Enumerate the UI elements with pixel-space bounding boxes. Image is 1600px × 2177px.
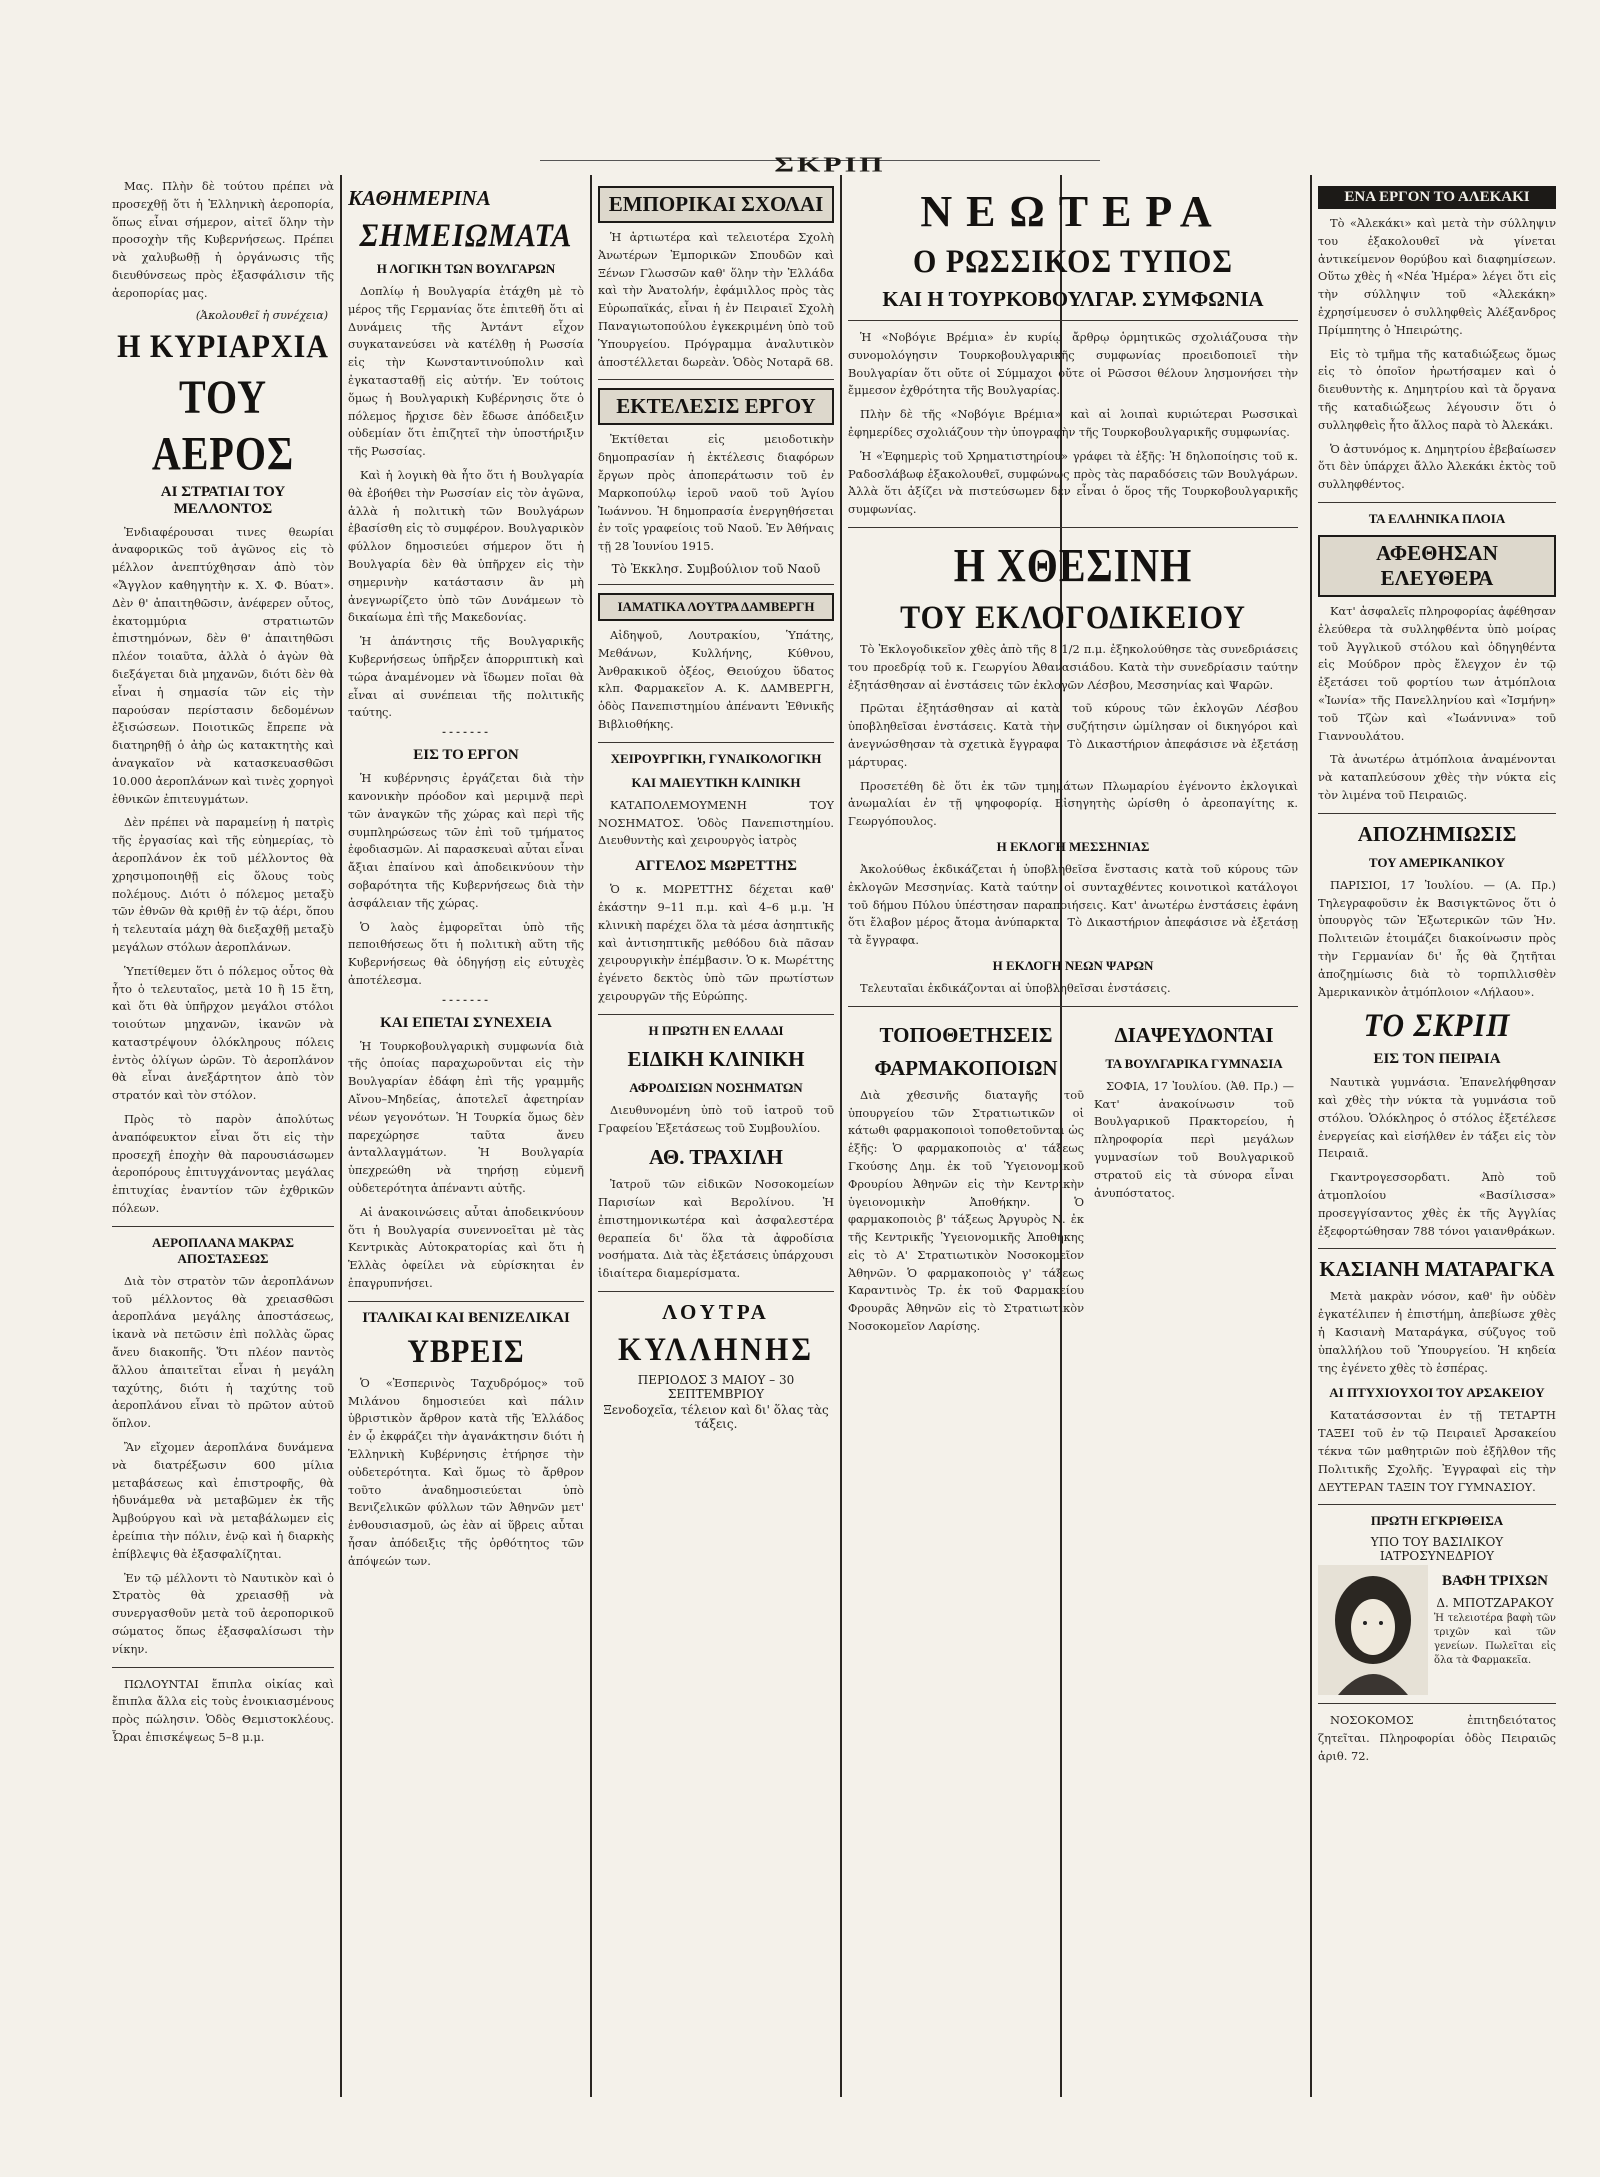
article-paragraph: ΣΟΦΙΑ, 17 Ἰουλίου. (Ἀθ. Πρ.) — Κατ' ἀνακοίνωσιν τοῦ Βουλγαρικοῦ Πρακτορείου, ἡ πληροφορία περὶ μεγάλων γυμνασίων τοῦ Βουλγαρικοῦ στρατοῦ εἰς τὰ σύνορα εἶναι ἀνυπόστατος. [1094,1078,1294,1200]
headline-neotera: ΝΕΩΤΕΡΑ [920,187,1226,236]
article-paragraph: Τελευταῖαι ἐκδικάζονται αἱ ὑποβληθεῖσαι ἐνστάσεις. [860,980,1171,995]
section-rule [598,1291,834,1292]
headline-eidiki: ΕΙΔΙΚΗ ΚΛΙΝΙΚΗ [627,1046,805,1071]
article-paragraph: Γκαντρογεσσορδατι. Ἀπὸ τοῦ ἀτμοπλοίου «Βασίλισσα» προσεγγίσαντος χθὲς ἐκ τῆς Ἀγγλίας ἐξεφορτώθησαν 788 τόνοι γαιανθράκων. [1318,1170,1556,1238]
separator-ornament: ⁃⁃⁃⁃⁃⁃⁃ [441,995,491,1007]
column-4 [848,178,1298,2098]
headline-synecheia: ΚΑΙ ΕΠΕΤΑΙ ΣΥΝΕΧΕΙΑ [380,1014,552,1031]
hotel-note: Ξενοδοχεῖα, τέλειον καὶ δι' ὅλας τὰς τάξεις. [603,1403,829,1432]
article-paragraph: Αἱ ἀνακοινώσεις αὗται ἀποδεικνύουν ὅτι ἡ Βουλγαρία συνεννοεῖται μὲ τὰς Κεντρικὰς Αὐτοκρατορίας καὶ ὅτι ἡ Ἑλλὰς ὀφείλει νὰ εὑρίσκηται ἐν ἐπαγρυπνήσει. [348,1204,584,1291]
column-2 [348,178,584,2098]
classified-ad: ΠΩΛΟΥΝΤΑΙ ἔπιπλα οἰκίας καὶ ἔπιπλα ἄλλα εἰς τοὺς ἐνοικιασμένους πρὸς πώλησιν. Ὁδὸς Θεμιστοκλέους. Ὧραι ἐπισκέψεως 5–8 μ.μ. [112,1676,334,1744]
ad-paragraph: Ἰατροῦ τῶν εἰδικῶν Νοσοκομείων Παρισίων καὶ Βερολίνου. Ἡ ἐπιστημονικωτέρα καὶ ἀσφαλεστέρα θεραπεία δι' ὅλα τὰ ἀφροδίσια νοσήματα. Διὰ τὰς ἐξετάσεις ὑπάρχουσι ἰδιαίτερα διαμερίσματα. [598,1177,834,1281]
headline-proti: Η ΠΡΩΤΗ ΕΝ ΕΛΛΑΔΙ [648,1022,784,1038]
column-divider [590,175,592,2097]
article-continuation: Μας. Πλὴν δὲ τούτου πρέπει νὰ προσεχθῇ ὅτι ἡ Ἑλληνικὴ ἀεροπορία, ὅπως εἶναι σήμερον, αἰτεῖ ὅλην τὴν προσοχὴν τῆς Κυβερνήσεως. Πρέπει νὰ χαλυβωθῇ ἡ ὀργάνωσις τῆς διευθύνσεως πρὸς ἐξασφάλισιν τῆς ἀεροπορίας μας. [112,179,334,300]
headline-eklogodikeiou: ΤΟΥ ΕΚΛΟΓΟΔΙΚΕΙΟΥ [900,599,1246,636]
section-rule [1318,813,1556,814]
article-paragraph: Ὁ «Ἑσπερινὸς Ταχυδρόμος» τοῦ Μιλάνου δημοσιεύει καὶ πάλιν ὑβριστικὸν ἄρθρον κατὰ τῆς Ἑλλάδος ἐν ᾧ ἐκφράζει τὴν ἀγανάκτησιν διότι ἡ Ἑλληνικὴ Κυβέρνησις ἐτήρησε τὴν οὐδετερότητα. Καὶ ὅμως τὸ ἄρθρον τοῦτο ἀναδημοσιεύεται ὑπὸ Βενιζελικῶν φύλλων τῶν Ἀθηνῶν μετ' ἐνθουσιασμοῦ, ὡς ἐὰν αἱ ὕβρεις αὗται ἦσαν ἀπόδειξις τῆς ὀρθότητος τῶν ἀπόψεών των. [348,1375,584,1568]
article-paragraph: Ὁ ἀστυνόμος κ. Δημητρίου ἐβεβαίωσεν ὅτι δὲν ὑπάρχει ἄλλο Ἀλεκάκι ἐκτὸς τοῦ συλληφθέντος. [1318,441,1556,492]
bulgarian-article [1094,1015,1294,1209]
article-paragraph: ΠΑΡΙΣΙΟΙ, 17 Ἰουλίου. — (Α. Πρ.) Τηλεγραφοῦσιν ἐκ Βασιγκτῶνος ὅτι ὁ ὑπουργὸς τῶν Ἐξωτερικῶν τῶν Ἡν. Πολιτειῶν ἑτοιμάζει διακοίνωσιν πρὸς τὴν Γερμανίαν δι' ἧς θὰ ζητῆται ἀποζημίωσις διὰ τὸ τορπιλλισθὲν Ἀμερικανικὸν ἀτμόπλοιον «Λήλαου». [1318,877,1556,999]
headline-simeiomata: ΣΗΜΕΙΩΜΑΤΑ [359,217,573,254]
article-paragraph: Τὰ ἀνωτέρω ἀτμόπλοια ἀναμένονται νὰ καταπλεύσουν χθὲς τὴν νύκτα εἰς τὸν λιμένα τοῦ Πειραιῶς. [1318,752,1556,802]
headline-tou-aeros: ΤΟΥ ΑΕΡΟΣ [151,369,295,480]
headline-topothetiseis: ΤΟΠΟΘΕΤΗΣΕΙΣ [879,1022,1053,1047]
article-paragraph: Ἂν εἴχομεν ἀεροπλάνα δυνάμενα νὰ διατρέξωσιν 600 μίλια μεταβάσεως καὶ ἐπιστροφῆς, θὰ ἠδυνάμεθα νὰ μεταβῶμεν ἐκ τῆς Ἀμβούργου καὶ νὰ μεταβάλωμεν εἰς ἐρείπια τὴν πόλιν, ἐνῷ καὶ ἡ διαρκὴς ἐπίβλεψις θὰ ἐξασφαλίζηται. [112,1440,334,1561]
ad-headline: ΠΡΩΤΗ ΕΓΚΡΙΘΕΙΣΑ [1370,1513,1504,1529]
headline-symfonia: ΚΑΙ Η ΤΟΥΡΚΟΒΟΥΛΓΑΡ. ΣΥΜΦΩΝΙΑ [882,287,1264,311]
article-paragraph: Ναυτικὰ γυμνάσια. Ἐπανελήφθησαν καὶ χθὲς τὴν νύκτα τὰ γυμνάσια τοῦ στόλου. Ὁλόκληρος ὁ στόλος ἐξετέλεσε ἐνεργείας καὶ εἰσήλθεν ἐν τάξει εἰς τὸν Πειραιᾶ. [1318,1075,1556,1161]
article-paragraph: Διὰ χθεσινῆς διαταγῆς τοῦ ὑπουργείου τῶν Στρατιωτικῶν οἱ κάτωθι φαρμακοποιοὶ τοποθετοῦνται ὡς ἑξῆς: Ὁ φαρμακοποιὸς α' τάξεως Γκούσης Δημ. ἐκ τοῦ Ὑγειονομικοῦ Φρουρίου Ἀθηνῶν εἰς τὴν Κεντρικὴν ὑγειονομικὴν Ἀποθήκην. Ὁ φαρμακοποιὸς β' τάξεως Ἀργυρὸς Ν. ἐκ τῆς Κεντρικῆς Ὑγειονομικῆς Ἀποθήκης εἰς τὸ Α' Στρατιωτικὸν Νοσοκομεῖον Ἀθηνῶν. Ὁ φαρμακοποιὸς γ' τάξεως Καραντινὸς Τρ. ἐκ τοῦ Φαρμακείου Φρουρᾶς Ἀθηνῶν εἰς τὸ Στρατιωτικὸν Νοσοκομεῖον Λαρίσης. [848,1087,1084,1334]
hair-dye-ad [1318,1565,1556,1695]
headline-kyriarchia: Η ΚΥΡΙΑΡΧΙΑ [117,327,329,365]
section-rule [848,1006,1298,1007]
headline-kyllinis: ΚΥΛΛΗΝΗΣ [618,1331,814,1368]
subheadline-stratiai: ΑΙ ΣΤΡΑΤΙΑΙ ΤΟΥ ΜΕΛΛΟΝΤΟΣ [160,483,286,517]
column-divider [840,175,842,2097]
headline-kathimerina: ΚΑΘΗΜΕΡΙΝΑ [348,186,491,210]
section-rule [1318,1703,1556,1704]
section-rule [848,320,1298,321]
article-paragraph: Εἰς τὸ τμῆμα τῆς καταδιώξεως ὅμως εἰς τὸ ὁποῖον ἠρωτήσαμεν καὶ ὁ διευθυντὴς κ. Δημητρίου καὶ τὰ ὄργανα τῆς καταδιώξεως λέγουσιν ὅτι ὁ συλληφθεὶς ἦτο ἄλλος παρὰ τὸ Ἀλεκάκι. [1318,346,1556,432]
article-paragraph: Ἡ ἀπάντησις τῆς Βουλγαρικῆς Κυβερνήσεως ὑπῆρξεν ἀπορριπτικὴ καὶ τώρα ἀναμένομεν νὰ ἴδωμεν ποῖαι θὰ εἶναι αἱ συνέπειαι τῆς πολιτικῆς ταύτης. [348,634,584,720]
article-paragraph: Ἡ κυβέρνησις ἐργάζεται διὰ τὴν κανονικὴν πρόοδον καὶ μεριμνᾷ περὶ τῶν ἀναγκῶν τῆς χώρας καὶ περὶ τῆς συμπληρώσεως τῶν ἐπὶ τοῦ τμήματος ἐφοδιασμῶν. Αἱ παρασκευαὶ αὗται εἶναι ἄξιαι ἐπαίνου καὶ ἀποδεικνύουν τὴν σοβαρότητα τῆς Κυβερνήσεως διὰ τὴν ἀσφάλειαν τῆς χώρας. [348,771,584,910]
column-1 [112,178,334,2098]
subheadline-psaron: Η ΕΚΛΟΓΗ ΝΕΩΝ ΨΑΡΩΝ [992,957,1154,973]
headline-cheirourgiki: ΧΕΙΡΟΥΡΓΙΚΗ, ΓΥΝΑΙΚΟΛΟΓΙΚΗ [610,750,822,766]
section-rule [1318,1248,1556,1249]
section-rule [112,1226,334,1227]
article-paragraph: Δὲν πρέπει νὰ παραμείνῃ ἡ πατρὶς τῆς ἐργασίας καὶ τῆς εὐημερίας, τὸ ἀεροπλάνον ἐκ τοῦ μέλλοντος θὰ χρησιμοποιηθῇ εἰς ὅλους τοὺς πολέμους. Διότι ὁ πόλεμος μεταξὺ τῶν ἐθνῶν θὰ κριθῇ ἐν τῷ ἀέρι, ὅπου ἡ τελευταία μάχη θὰ διεξαχθῇ μεταξὺ μεγάλων στόλων ἀεροπλάνων. [112,815,334,954]
headline-loutra-damvergi: ΙΑΜΑΤΙΚΑ ΛΟΥΤΡΑ ΔΑΜΒΕΡΓΗ [598,593,834,621]
article-paragraph: Πρῶται ἐξητάσθησαν αἱ κατὰ τοῦ κύρους τῶν ἐκλογῶν Λέσβου ὑποβληθεῖσαι ἐνστάσεις. Κατὰ τὴν συζήτησιν ὡμίλησαν οἱ δικηγόροι καὶ ἀνεγνώσθησαν τὰ σχετικὰ ἔγγραφα. Τὸ Δικαστήριον ἀπεφάσισε νὰ ἐξετάσῃ μάρτυρας. [848,701,1298,769]
ad-paragraph: Ἡ ἀρτιωτέρα καὶ τελειοτέρα Σχολὴ Ἀνωτέρων Ἐμπορικῶν Σπουδῶν καὶ Ξένων Γλωσσῶν καθ' ὅλην τὴν Ἑλλάδα καὶ τὴν Ἀνατολήν, ἐφάμιλλος πρὸς τὰς Εὐρωπαϊκάς, εἶναι ἡ ἐν Πειραιεῖ Σχολὴ Παναγιωτοπούλου ἐγκεκριμένη ὑπὸ τοῦ Ὑπουργείου. Πρόγραμμα ἀναλυτικὸν ἀποστέλλεται δωρεὰν. Ὁδὸς Νοταρᾶ 68. [598,230,834,369]
headline-italikai: ΙΤΑΛΙΚΑΙ ΚΑΙ ΒΕΝΙΖΕΛΙΚΑΙ [362,1309,570,1326]
article-paragraph: Ἐν τῷ μέλλοντι τὸ Ναυτικὸν καὶ ὁ Στρατὸς θὰ χρειασθῇ νὰ συνεργασθοῦν μετὰ τοῦ ἀεροπορικοῦ σώματος ὅπως ἐξασφαλίσωσι τὴν νίκην. [112,1570,334,1656]
section-rule [1318,502,1556,503]
article-paragraph: Μετὰ μακρὰν νόσον, καθ' ἣν οὐδὲν ἐγκατέλιπεν ἡ ἐπιστήμη, ἀπεβίωσε χθὲς ἡ Κασιανὴ Ματαράγκα, σύζυγος τοῦ ὑπαλλήλου τοῦ Ὑπουργείου. Ἡ κηδεία της ἐγένετο χθὲς τὸ ἑσπέρας. [1318,1289,1556,1375]
headline-eis-to-ergon: ΕΙΣ ΤΟ ΕΡΓΟΝ [413,747,519,764]
article-paragraph: Ἡ «Ἐφημερὶς τοῦ Χρηματιστηρίου» γράφει τὰ ἑξῆς: Ἡ δηλοποίησις τοῦ κ. Ραδοσλάβωφ ἐξακολουθεῖ, συμφώνως πρὸς τὰς παραδόσεις τῶν Βουλγάρων. Ἀλλὰ ὅτι ἀξίζει νὰ πιστεύσωμεν δὲν εἶναι ὁ ὅρος τῆς Τουρκοβουλγαρικῆς συμφωνίας. [848,448,1298,517]
section-rule [112,1667,334,1668]
article-paragraph: Τὸ «Ἀλεκάκι» καὶ μετὰ τὴν σύλληψιν του ἐξακολουθεῖ νὰ γίνεται ἀντικείμενον θορύβου καὶ διαφημίσεων. Οὕτω χθὲς ἡ «Νέα Ἡμέρα» λέγει ὅτι εἰς τὴν σύλληψιν τοῦ «Ἀλεκάκη» ἐχρησίμευσεν ὁ συλληφθεὶς Ἀλέξανδρος Πρίμπητης ὁ Ἠπειρώτης. [1318,216,1556,337]
headline-diapsevdontai: ΔΙΑΨΕΥΔΟΝΤΑΙ [1114,1022,1274,1047]
article-paragraph: Κατ' ἀσφαλεῖς πληροφορίας ἀφέθησαν ἐλεύθερα τὰ συλληφθέντα ὑπὸ μοίρας τοῦ Ἀγγλικοῦ στόλου καὶ ὁδηγηθέντα εἰς Μούδρον πρὸς ἔλεγχον ἐν τῷ ἐξετάσει τοῦ φορτίου των ἀτμόπλοια «Ἰωνία» τῆς Πανελληνίου καὶ «Ἰσμήνη» τοῦ Τζὼν καὶ «Ἰωάννινα» τοῦ Γιαννουλάτου. [1318,603,1556,743]
portrait-illustration [1318,1565,1428,1695]
headline-kasiani: ΚΑΣΙΑΝΗ ΜΑΤΑΡΑΓΚΑ [1319,1257,1555,1282]
headline-ptychiouchoi: ΑΙ ΠΤΥΧΙΟΥΧΟΙ ΤΟΥ ΑΡΣΑΚΕΙΟΥ [1329,1385,1545,1401]
ad-paragraph: Ὁ κ. ΜΩΡΕΤΤΗΣ δέχεται καθ' ἑκάστην 9–11 π.μ. καὶ 4–6 μ.μ. Ἡ κλινικὴ παρέχει ὅλα τὰ μέσα ἀσηπτικῆς καὶ ἀντισηπτικῆς μεθόδου διὰ πᾶσαν χειρουργικὴν ἐπέμβασιν. Ὁ κ. Μωρέττης ἐγένετο δεκτὸς ὑπὸ τῶν πρωτίστων χειρουργῶν τῆς Εὐρώπης. [598,882,834,1003]
column-3 [598,178,834,2098]
article-paragraph: Ὁ λαὸς ἐμφορεῖται ὑπὸ τῆς πεποιθήσεως ὅτι ἡ πολιτικὴ αὕτη τῆς Κυβερνήσεως θὰ ὁδηγήσῃ εἰς εὐτυχὲς ἀποτέλεσμα. [348,919,584,987]
subheadline-logiki: Η ΛΟΓΙΚΗ ΤΩΝ ΒΟΥΛΓΑΡΩΝ [376,261,556,276]
article-paragraph: Ἀκολούθως ἐκδικάζεται ἡ ὑποβληθεῖσα ἔνστασις κατὰ τοῦ κύρους τῶν ἐκλογῶν Μεσσηνίας. Κατὰ ταύτην οἱ συνταχθέντες κοινοτικοὶ κατάλογοι τοῦ δήμου Πύλου ὑπέστησαν παραποιήσεις. Κατ' ἀνωτέρω ἐνστάσεις ἐφάνη ὅτι ἔλαβον μέρος ἄτομα ἀνύπαρκτα. Τὸ Δικαστήριον ἀπεφάσισε νὰ ἐξετάσῃ τὰ ἔγγραφα. [848,861,1298,948]
headline-ploia: ΤΑ ΕΛΛΗΝΙΚΑ ΠΛΟΙΑ [1368,510,1506,526]
headline-to-skrip: ΤΟ ΣΚΡΙΠ [1363,1007,1511,1044]
headline-emporikai: ΕΜΠΟΡΙΚΑΙ ΣΧΟΛΑΙ [598,186,834,223]
classified-ad: ΝΟΣΟΚΟΜΟΣ ἐπιτηδειότατος ζητεῖται. Πληροφορίαι ὁδὸς Πειραιῶς ἀριθ. 72. [1318,1713,1556,1764]
article-paragraph: Ὑπετίθεμεν ὅτι ὁ πόλεμος οὗτος θὰ ἦτο ὁ τελευταῖος, μετὰ 10 ἢ 15 ἔτη, καὶ ὅτι θὰ ὑπῆρχον μεγάλοι στόλοι τοιούτων μηχανῶν, ἱκανῶν νὰ καταστρέψουν ὁλόκληρους πόλεις ἐντὸς ὀλίγων ὡρῶν. Τὸ ἀεροπλάνον θὰ εἶναι ἀνεξάρτητον ἀπὸ τὸν στρατόν καὶ τὸν στόλον. [112,963,334,1103]
article-paragraph: Τὸ Ἐκλογοδικεῖον χθὲς ἀπὸ τῆς 8 1/2 π.μ. ἐξηκολούθησε τὰς συνεδριάσεις του προεδρίᾳ τοῦ κ. Γεωργίου Ἀθανασιάδου. Κατὰ τὴν συνεδρίασιν ταύτην ἐξητάσθησαν αἱ ἐνστάσεις τῶν ἐκλογῶν Λέσβου, Μεσσηνίας καὶ Ψαρῶν. [848,641,1298,692]
article-paragraph: Διὰ τὸν στρατὸν τῶν ἀεροπλάνων τοῦ μέλλοντος θὰ χρειασθῶσι ἀεροπλάνα μεγάλης ἀποστάσεως, ἱκανὰ νὰ πετῶσιν ἐπὶ πολλὰς ὥρας ἄνευ διακοπῆς. Ὅτι πλέον παντὸς ἄλλου ἀπαιτεῖται εἶναι ἡ μεγάλη ταχύτης, διότι ἡ ταχύτης τοῦ ἀεροπλάνου εἶναι τὸ πρῶτον αὐτοῦ ὅπλον. [112,1273,334,1431]
headline-farmakopoion: ΦΑΡΜΑΚΟΠΟΙΩΝ [874,1055,1058,1080]
masthead-title: ΣΚΡΙΠ [774,153,886,177]
headline-peiraia: ΕΙΣ ΤΟΝ ΠΕΙΡΑΙΑ [1373,1051,1501,1068]
ad-signature: Τὸ Ἐκκλησ. Συμβούλιον τοῦ Ναοῦ [611,561,821,576]
section-rule [598,584,834,585]
headline-amerikanikou: ΤΟΥ ΑΜΕΡΙΚΑΝΙΚΟΥ [1368,854,1506,870]
column-divider [1310,175,1312,2097]
article-paragraph: Ἡ Τουρκοβουλγαρικὴ συμφωνία διὰ τῆς ὁποίας παραχωροῦνται εἰς τὴν Βουλγαρίαν ἐδάφη ἐπὶ τῆς γραμμῆς Αἴνου–Μηδείας, ἀποτελεῖ ἀφετηρίαν νέων γεγονότων. Ἡ Τουρκία ὅμως δὲν παρεχώρησε ταῦτα ἄνευ ἀνταλλαγμάτων. Ἡ Βουλγαρία ὑπεχρεώθη νὰ τηρήσῃ εὐμενῆ οὐδετερότητα ἀπέναντι αὐτῆς. [348,1038,584,1196]
article-paragraph: Ἐνδιαφέρουσαι τινες θεωρίαι ἀναφορικῶς τοῦ ἀγῶνος εἰς τὸ μέλλον ἀνεπτύχθησαν ἀπὸ τὸν «Ἄγγλον καθηγητὴν κ. Χ. Φ. Βύατ». Δὲν θ' ἀπαιτηθῶσιν, ἀνέφερεν οὗτος, ἐκατομμύρια στρατιωτῶν ἐπιστημόνων, δὲν θ' ἀπαιτηθῶσι πλέον τοιαῦτα, ἀλλὰ ὁ ἀγὼν θὰ διεξάγεται διὰ μηχανῶν, διότι δὲν θὰ εἶναι ἡ σημασία τῶν εἰς τὴν παρούσαν περίστασιν δεδομένων ἐξισώσεων. Ποιοτικῶς ἔπρεπε νὰ διατηρηθῇ ὁ ἀὴρ ὡς κατακτητὴς καὶ ἀναγκαῖον νὰ κατασκευασθῶσι 10.000 ἀεροπλάνων καὶ τινὲς χορηγοὶ ἐθνικῶν ἐπιτευγμάτων. [112,524,334,806]
section-rule [598,1014,834,1015]
headline-maieftiki: ΚΑΙ ΜΑΙΕΥΤΙΚΗ ΚΛΙΝΙΚΗ [631,774,801,790]
ad-product-name: ΒΑΦΗ ΤΡΙΧΩΝ [1441,1573,1548,1590]
headline-morettis: ΑΓΓΕΛΟΣ ΜΩΡΕΤΤΗΣ [635,858,797,875]
article-paragraph: Πλὴν δὲ τῆς «Νοβόγιε Βρέμια» καὶ αἱ λοιπαὶ κυριώτεραι Ρωσσικαὶ ἐφημερίδες σχολιάζουν τὴν ὑπογραφὴν τῆς Τουρκοβουλγαρικῆς συμφωνίας. [848,407,1298,439]
ad-description: Ἡ τελειοτέρα βαφὴ τῶν τριχῶν καὶ τῶν γενείων. Πωλεῖται εἰς ὅλα τὰ Φαρμακεῖα. [1434,1613,1556,1667]
headline-afethisan: ΑΦΕΘΗΣΑΝ ΕΛΕΥΘΕΡΑ [1318,535,1556,597]
headline-loutra: ΛΟΥΤΡΑ [662,1300,770,1325]
article-paragraph: Δοπλίῳ ἡ Βουλγαρία ἐτάχθη μὲ τὸ μέρος τῆς Γερμανίας ὅτε ἐπιτεθῆ ὅτι αἱ Δυνάμεις τῆς Ἀντάντ εἶχον συγκατανεύσει νὰ κατέλθῃ ἡ Ρωσσία εἰς τὴν Κωνσταντινούπολιν καὶ ἐγκατασταθῇ εἰς αὐτήν. Ἐν τούτοις ὅμως ἡ Βουλγαρικὴ Κυβέρνησις ὅτε ὁ πόλεμος ἤρχισε δὲν ἔδωσε ἀπόδειξιν οὐδεμίαν ὅτι ἐπιζητεῖ τὴν ὑποστήριξιν τῆς Ρωσσίας. [348,284,584,459]
article-paragraph: Καὶ ἡ λογικὴ θὰ ἦτο ὅτι ἡ Βουλγαρία θὰ ἐβοήθει τὴν Ρωσσίαν εἰς τὸν ἀγῶνα, ἀλλὰ ἡ πολιτικὴ τῶν Βουλγάρων ἐβασίσθη εἰς τὸ συμφέρον. Βουλγαρικὸν φύλλον δημοσιεύει σήμερον ὅτι ἡ Βουλγαρία δὲν θὰ ὑπῆρχεν εἰς τὴν σημερινὴν κατάστασιν ἂν μὴ ἀνεγνωρίζετο ὑπὸ τῶν Δυνάμεων τὸ δικαίωμα ἐπὶ τῆς Μακεδονίας. [348,467,584,625]
article-paragraph: Πρὸς τὸ παρὸν ἀπολύτως ἀναπόφευκτον εἶναι ὅτι εἰς τὴν προσεχῆ ἐποχὴν θὰ παρουσιάσωμεν ἀεροπόρους ἐπιτυγχάνοντας μεγάλας ἐπιτυχίας ἐναντίον τῶν ἐχθρικῶν πόλεων. [112,1112,334,1216]
headline-aeroplana: ΑΕΡΟΠΛΑΝΑ ΜΑΚΡΑΣ ΑΠΟΣΤΑΣΕΩΣ [152,1234,294,1266]
headline-chthesini: Η ΧΘΕΣΙΝΗ [953,538,1193,593]
season-dates: ΠΕΡΙΟΔΟΣ 3 ΜΑΙΟΥ – 30 ΣΕΠΤΕΜΒΡΙΟΥ [637,1373,795,1402]
ad-paragraph: Ἐκτίθεται εἰς μειοδοτικὴν δημοπρασίαν ἡ ἐκτέλεσις διαφόρων ἔργων πρὸς ἀποπεράτωσιν τοῦ ἐν Μαρκοπούλῳ ἱεροῦ ναοῦ τοῦ Ἁγίου Ἰωάννου. Ἡ δημοπρασία ἐνεργηθήσεται ἐν τοῖς γραφείοις τοῦ Ναοῦ. Ἐν Ἀθήναις τῇ 28 Ἰουνίου 1915. [598,432,834,554]
separator-ornament: ⁃⁃⁃⁃⁃⁃⁃ [441,728,491,740]
headline-afrodision: ΑΦΡΟΔΙΣΙΩΝ ΝΟΣΗΜΑΤΩΝ [629,1079,803,1095]
headline-gymnasia: ΤΑ ΒΟΥΛΓΑΡΙΚΑ ΓΥΜΝΑΣΙΑ [1105,1055,1283,1071]
section-rule [598,379,834,380]
article-paragraph: Κατατάσσονται ἐν τῇ ΤΕΤΑΡΤΗ ΤΑΞΕΙ τοῦ ἐν τῷ Πειραιεῖ Ἀρσακείου τέκνα τῶν μαθητριῶν ποὺ ἐξῆλθον τῆς Πολιτικῆς Σχολῆς. Ἐγγραφαὶ εἰς τὴν ΔΕΥΤΕΡΑΝ ΤΑΞΙΝ ΤΟΥ ΓΥΜΝΑΣΙΟΥ. [1318,1408,1556,1494]
section-rule [348,1301,584,1302]
section-rule [848,527,1298,528]
article-paragraph: Προσετέθη δὲ ὅτι ἐκ τῶν τμημάτων Πλωμαρίου ἐγένοντο ἐκλογικαὶ ἀνωμαλίαι ἐν τῇ ψηφοφορίᾳ. Εἰσηγητὴς ὡρίσθη ὁ ἀρεοπαγίτης κ. Γεωργόπουλος. [848,778,1298,829]
ad-paragraph: ΚΑΤΑΠΟΛΕΜΟΥΜΕΝΗ ΤΟΥ ΝΟΣΗΜΑΤΟΣ. Ὁδὸς Πανεπιστημίου. Διευθυντὴς καὶ χειρουργὸς ἰατρὸς [598,797,834,848]
article-paragraph: Ἡ «Νοβόγιε Βρέμια» ἐν κυρίῳ ἄρθρῳ ὁρμητικῶς σχολιάζουσα τὴν συνομολόγησιν Τουρκοβουλγαρικῆς συμφωνίας προειδοποιεῖ τὴν Βουλγαρίαν ὅτι οὔτε οἱ Σύμμαχοι οὔτε οἱ Ρῶσσοι θέλουν λησμονήσει τὴν ἔμμεσον ἐχθρότητα τῆς Βουλγαρίας. [848,330,1298,398]
ad-paragraph: Διευθυνομένη ὑπὸ τοῦ ἰατροῦ τοῦ Γραφείου Ἐξετάσεως τοῦ Συμβουλίου. [598,1102,834,1135]
headline-trachili: ΑΘ. ΤΡΑΧΙΛΗ [648,1145,784,1170]
subheadline-messinias: Η ΕΚΛΟΓΗ ΜΕΣΣΗΝΙΑΣ [996,838,1150,854]
headline-alekaki: ΕΝΑ ΕΡΓΟΝ ΤΟ ΑΛΕΚΑΚΙ [1318,186,1556,209]
headline-apozimiosis: ΑΠΟΖΗΜΙΩΣΙΣ [1357,821,1517,846]
pharmacists-article [848,1015,1084,1342]
column-divider [340,175,342,2097]
column-5 [1318,178,1556,2098]
section-rule [1318,1504,1556,1505]
section-rule [598,742,834,743]
ad-maker: Δ. ΜΠΟΤΖΑΡΑΚΟΥ [1436,1596,1554,1611]
headline-vreis: ΥΒΡΕΙΣ [407,1333,525,1370]
ad-paragraph: Αἰδηψοῦ, Λουτρακίου, Ὑπάτης, Μεθάνων, Κυλλήνης, Κύθνου, Ἀνθρακικοῦ ὀξέος, Θειούχου ὕδατος κλπ. Φαρμακεῖον Α. Κ. ΔΑΜΒΕΡΓΗ, ὁδὸς Πανεπιστημίου ἀπέναντι Ἐθνικῆς Βιβλιοθήκης. [598,627,834,731]
continuation-note: (Ἀκολουθεῖ ἡ συνέχεια) [195,308,328,322]
ad-subheadline: ΥΠΟ ΤΟΥ ΒΑΣΙΛΙΚΟΥ ΙΑΤΡΟΣΥΝΕΔΡΙΟΥ [1370,1535,1504,1564]
headline-ektelesis: ΕΚΤΕΛΕΣΙΣ ΕΡΓΟΥ [598,388,834,425]
headline-rossikos-typos: Ο ΡΩΣΣΙΚΟΣ ΤΥΠΟΣ [913,243,1233,280]
